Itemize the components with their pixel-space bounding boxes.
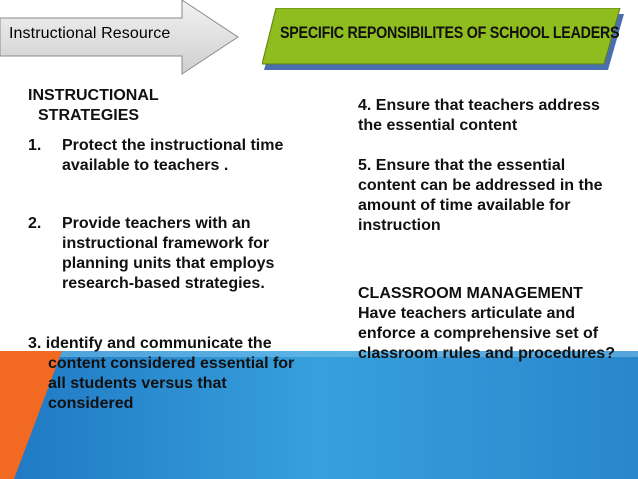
section-text: Have teachers articulate and enforce a comprehensive set of classroom rules and procedures? xyxy=(358,305,615,362)
item-4: 4. Ensure that teachers address the essential content xyxy=(358,97,600,134)
left-column xyxy=(28,86,296,414)
item-5: 5. Ensure that the essential content can be addressed in the amount of time available for instruction xyxy=(358,157,603,234)
heading-line-1: INSTRUCTIONAL xyxy=(28,87,159,104)
right-column xyxy=(358,96,620,364)
banner-title: SPECIFIC REPONSIBILITES OF SCHOOL LEADERS xyxy=(280,23,620,42)
list-item xyxy=(28,334,296,414)
arrow-label: Instructional Resource xyxy=(9,25,171,42)
heading-line-2: STRATEGIES xyxy=(38,107,140,124)
item-number: 1. xyxy=(28,137,42,154)
left-heading xyxy=(28,86,296,126)
item-text: 3. identify and communicate the content considered essential for all students versus that considered xyxy=(28,335,295,412)
item-text: Protect the instructional time available to teachers . xyxy=(62,137,284,174)
item-text: Provide teachers with an instructional framework for planning units that employs research-based strategies. xyxy=(62,215,275,292)
list-item xyxy=(28,136,296,176)
list-item xyxy=(28,214,296,294)
section-heading: CLASSROOM MANAGEMENT xyxy=(358,285,583,302)
item-number: 2. xyxy=(28,215,42,232)
